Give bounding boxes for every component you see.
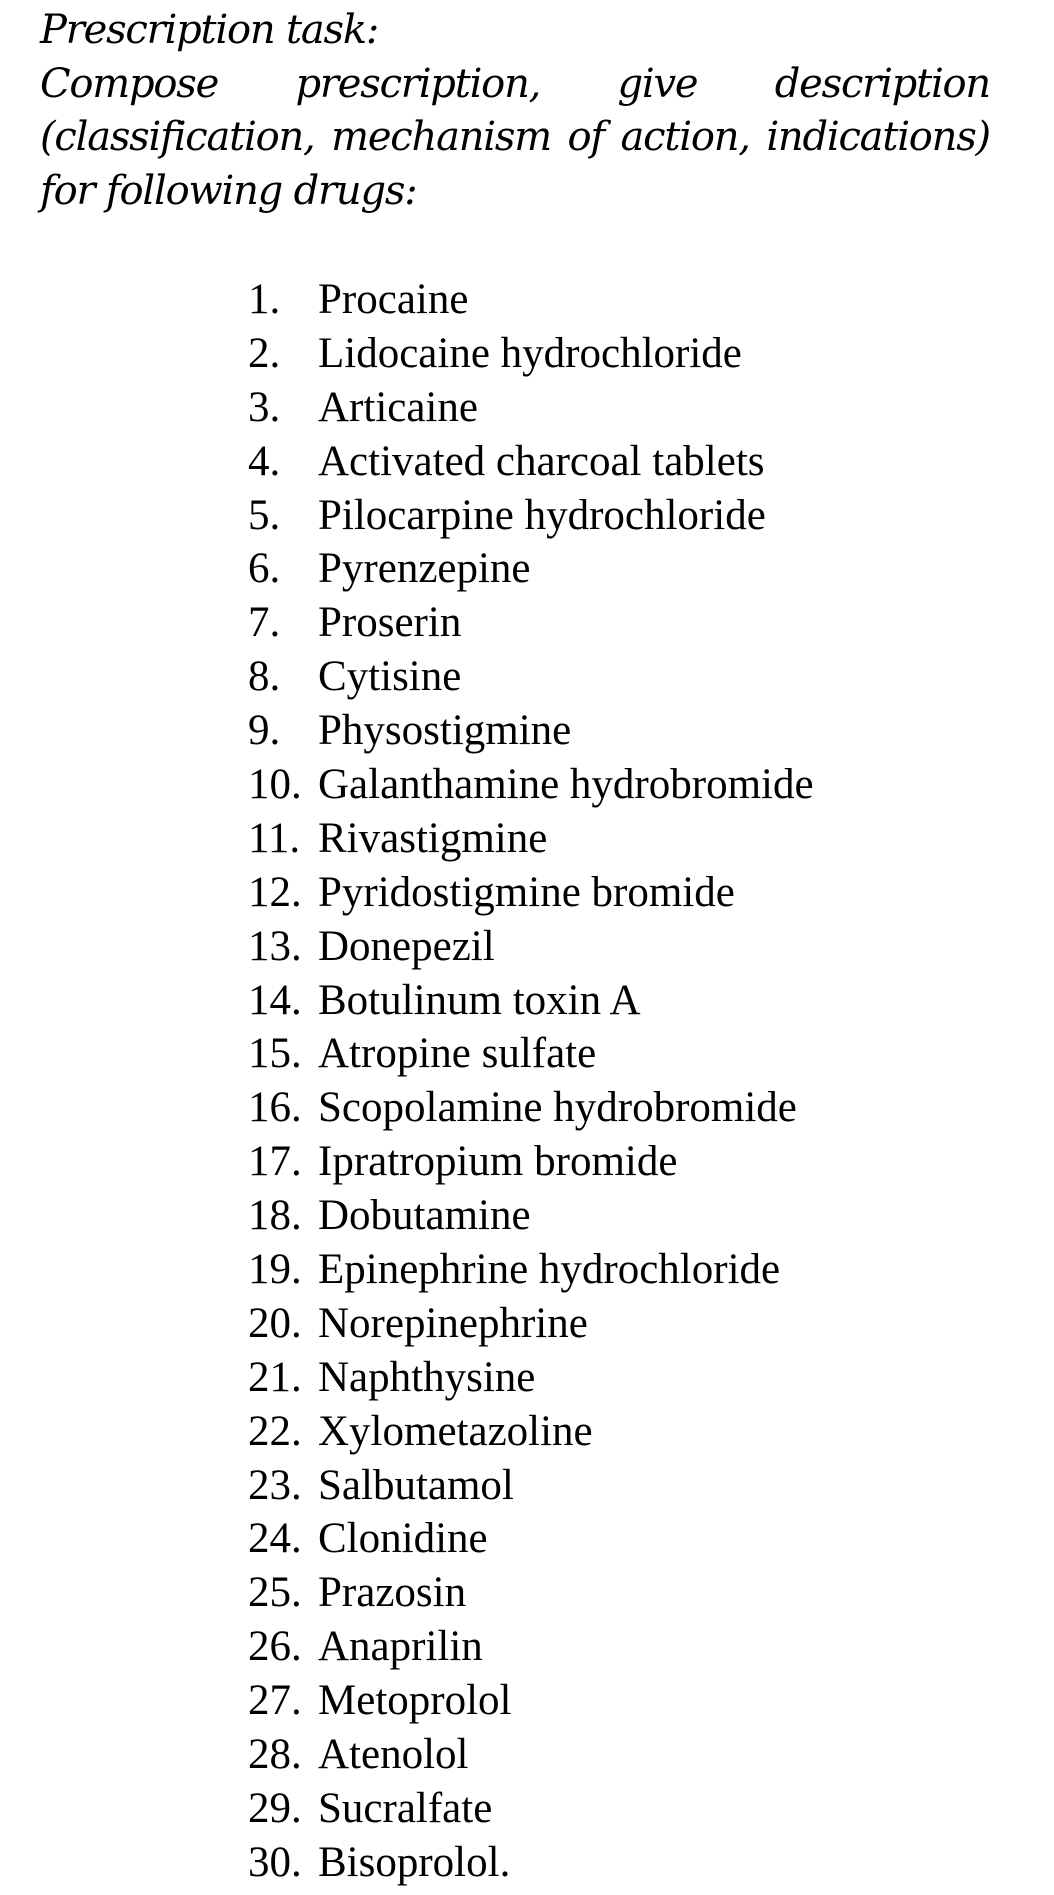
- drug-list-item: [248, 327, 814, 381]
- drug-list-item: [248, 1405, 814, 1459]
- drug-name: Pyridostigmine bromide: [318, 868, 735, 916]
- drug-number: 6.: [248, 545, 281, 593]
- drug-list-item: [248, 1081, 814, 1135]
- drug-name: Prazosin: [318, 1569, 467, 1617]
- drug-number: 30.: [248, 1838, 302, 1886]
- drug-number: 4.: [248, 437, 281, 485]
- drug-name: Articaine: [318, 383, 478, 431]
- drug-list-item: [248, 542, 814, 596]
- task-title: Prescription task:: [40, 7, 379, 53]
- drug-name: Pyrenzepine: [318, 545, 531, 593]
- drug-name: Botulinum toxin A: [318, 976, 641, 1024]
- drug-number: 7.: [248, 599, 281, 647]
- drug-list-item: [248, 1027, 814, 1081]
- drug-list-item: [248, 1728, 814, 1782]
- drug-name: Ipratropium bromide: [318, 1138, 678, 1186]
- drug-list-item: [248, 866, 814, 920]
- drug-number: 22.: [248, 1407, 302, 1455]
- drug-name: Dobutamine: [318, 1192, 531, 1240]
- drug-list-item: [248, 1135, 814, 1189]
- drug-number: 3.: [248, 383, 281, 431]
- drug-list-item: [248, 1512, 814, 1566]
- instruction-word: (classification,: [40, 114, 315, 161]
- drug-list-item: [248, 1297, 814, 1351]
- drug-list-item: [248, 920, 814, 974]
- drug-name: Bisoprolol.: [318, 1838, 511, 1886]
- drug-number: 11.: [248, 814, 301, 862]
- drug-list-item: [248, 1674, 814, 1728]
- drug-name: Atenolol: [318, 1731, 469, 1779]
- drug-name: Salbutamol: [318, 1461, 514, 1509]
- drug-list-item: [248, 974, 814, 1028]
- drug-list-item: [248, 1189, 814, 1243]
- drug-list-item: [248, 489, 814, 543]
- drug-list-item: [248, 812, 814, 866]
- drug-name: Rivastigmine: [318, 814, 548, 862]
- task-instruction-line-2: [40, 111, 990, 165]
- drug-number: 18.: [248, 1192, 302, 1240]
- drug-number: 26.: [248, 1623, 302, 1671]
- drug-number: 2.: [248, 329, 281, 377]
- drug-number: 24.: [248, 1515, 302, 1563]
- drug-number: 10.: [248, 761, 302, 809]
- drug-number: 20.: [248, 1299, 302, 1347]
- drug-number: 1.: [248, 276, 281, 323]
- drug-name: Activated charcoal tablets: [318, 437, 765, 485]
- drug-name: Metoprolol: [318, 1677, 512, 1725]
- drug-name: Atropine sulfate: [318, 1030, 597, 1078]
- drug-list-item: [248, 1566, 814, 1620]
- drug-list-item: [248, 1243, 814, 1297]
- drug-name: Cytisine: [318, 653, 462, 701]
- drug-number: 8.: [248, 653, 281, 701]
- drug-list-item: [248, 596, 814, 650]
- drug-number: 29.: [248, 1784, 302, 1832]
- drug-name: Xylometazoline: [318, 1407, 593, 1455]
- instruction-word: description: [774, 60, 990, 107]
- instruction-word: prescription,: [295, 60, 541, 107]
- instruction-word: give: [617, 60, 698, 107]
- drug-number: 9.: [248, 707, 281, 755]
- drug-list: [248, 273, 814, 1890]
- drug-name: Procaine: [318, 276, 469, 323]
- drug-name: Lidocaine hydrochloride: [318, 329, 742, 377]
- drug-number: 27.: [248, 1677, 302, 1725]
- instruction-word: action,: [620, 114, 750, 161]
- drug-name: Anaprilin: [318, 1623, 483, 1671]
- drug-number: 19.: [248, 1246, 302, 1294]
- drug-name: Naphthysine: [318, 1353, 536, 1401]
- drug-name: Sucralfate: [318, 1784, 493, 1832]
- drug-list-item: [248, 273, 814, 327]
- drug-name: Scopolamine hydrobromide: [318, 1084, 797, 1132]
- drug-number: 21.: [248, 1353, 302, 1401]
- drug-name: Epinephrine hydrochloride: [318, 1246, 781, 1294]
- drug-list-item: [248, 435, 814, 489]
- drug-name: Proserin: [318, 599, 462, 647]
- drug-name: Galanthamine hydrobromide: [318, 761, 814, 809]
- drug-number: 14.: [248, 976, 302, 1024]
- instruction-word: Compose: [40, 60, 219, 107]
- drug-list-item: [248, 381, 814, 435]
- drug-number: 23.: [248, 1461, 302, 1509]
- drug-name: Physostigmine: [318, 707, 572, 755]
- instruction-word: of: [567, 114, 604, 161]
- drug-list-item: [248, 758, 814, 812]
- drug-list-item: [248, 1351, 814, 1405]
- drug-number: 12.: [248, 868, 302, 916]
- drug-number: 16.: [248, 1084, 302, 1132]
- drug-list-item: [248, 704, 814, 758]
- task-instruction-line-3: for following drugs:: [40, 167, 417, 214]
- instruction-word: indications): [766, 114, 990, 161]
- drug-number: 25.: [248, 1569, 302, 1617]
- drug-list-item: [248, 650, 814, 704]
- task-instruction-line-1: [40, 58, 990, 112]
- drug-list-item: [248, 1620, 814, 1674]
- drug-number: 28.: [248, 1731, 302, 1779]
- task-heading: [40, 4, 990, 218]
- drug-name: Norepinephrine: [318, 1299, 588, 1347]
- drug-name: Clonidine: [318, 1515, 488, 1563]
- drug-number: 13.: [248, 922, 302, 970]
- drug-number: 15.: [248, 1030, 302, 1078]
- drug-name: Donepezil: [318, 922, 495, 970]
- drug-name: Pilocarpine hydrochloride: [318, 491, 766, 539]
- drug-list-item: [248, 1782, 814, 1836]
- drug-number: 17.: [248, 1138, 302, 1186]
- drug-list-item: [248, 1836, 814, 1890]
- drug-number: 5.: [248, 491, 281, 539]
- instruction-word: mechanism: [331, 114, 551, 161]
- drug-list-item: [248, 1459, 814, 1513]
